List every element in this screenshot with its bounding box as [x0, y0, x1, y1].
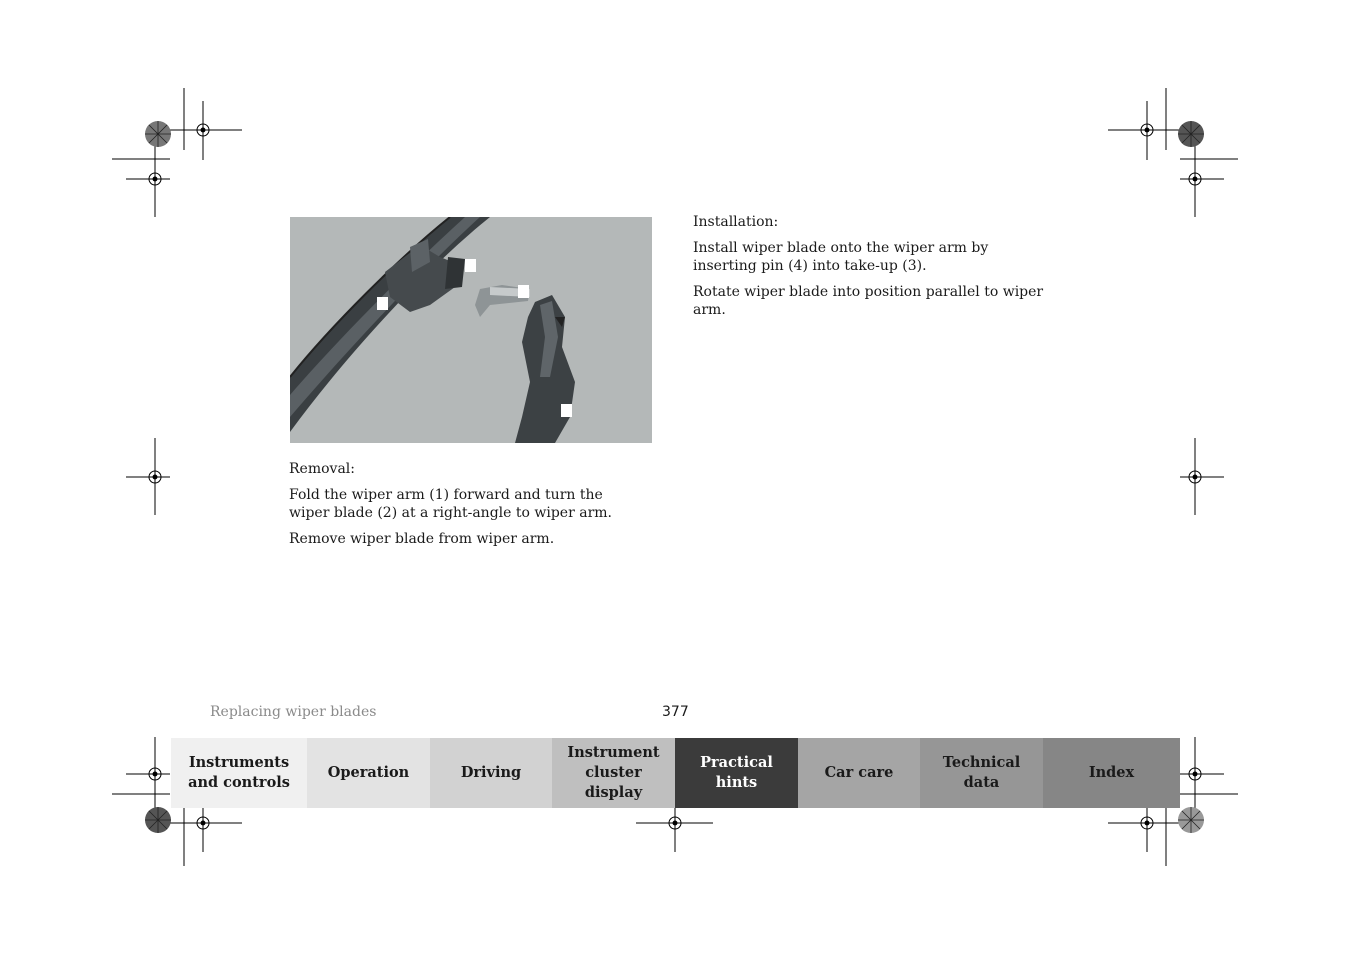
page-number: 377	[662, 704, 689, 720]
tab-instruments-and-controls[interactable]	[171, 738, 307, 808]
tab-label: Instrument cluster display	[567, 744, 660, 801]
callout-marker-3	[518, 285, 529, 298]
tab-driving[interactable]	[430, 738, 552, 808]
wiper-drawing	[290, 217, 652, 443]
callout-marker-2	[465, 259, 476, 272]
tab-label: Car care	[824, 764, 894, 781]
tab-label: Technical data	[942, 754, 1021, 791]
tab-label: Index	[1088, 764, 1135, 781]
tab-practical-hints[interactable]	[675, 738, 798, 808]
tab-instrument-cluster-display[interactable]	[552, 738, 675, 808]
tab-technical-data[interactable]	[920, 738, 1043, 808]
removal-step-1: Fold the wiper arm (1) forward and turn the wiper blade (2) at a right-angle to wiper arm.	[289, 487, 612, 521]
installation-step-1: Install wiper blade onto the wiper arm by inserting pin (4) into take-up (3).	[693, 240, 989, 274]
removal-heading: Removal:	[289, 461, 355, 477]
installation-heading: Installation:	[693, 214, 779, 230]
chapter-nav	[171, 738, 1180, 808]
installation-step-2: Rotate wiper blade into position parallel to wiper arm.	[693, 284, 1044, 318]
callout-marker-1	[377, 297, 388, 310]
removal-section	[289, 460, 639, 556]
removal-step-2: Remove wiper blade from wiper arm.	[289, 531, 555, 547]
tab-index[interactable]	[1043, 738, 1180, 808]
tab-label: Practical hints	[700, 754, 773, 791]
wiper-blade-illustration	[290, 217, 652, 443]
tab-label: Operation	[327, 764, 410, 781]
tab-label: Driving	[460, 764, 522, 781]
section-title: Replacing wiper blades	[210, 704, 377, 720]
tab-label: Instruments and controls	[188, 754, 290, 791]
tab-car-care[interactable]	[798, 738, 920, 808]
tab-operation[interactable]	[307, 738, 430, 808]
installation-section	[693, 213, 1053, 327]
callout-marker-4	[561, 404, 572, 417]
